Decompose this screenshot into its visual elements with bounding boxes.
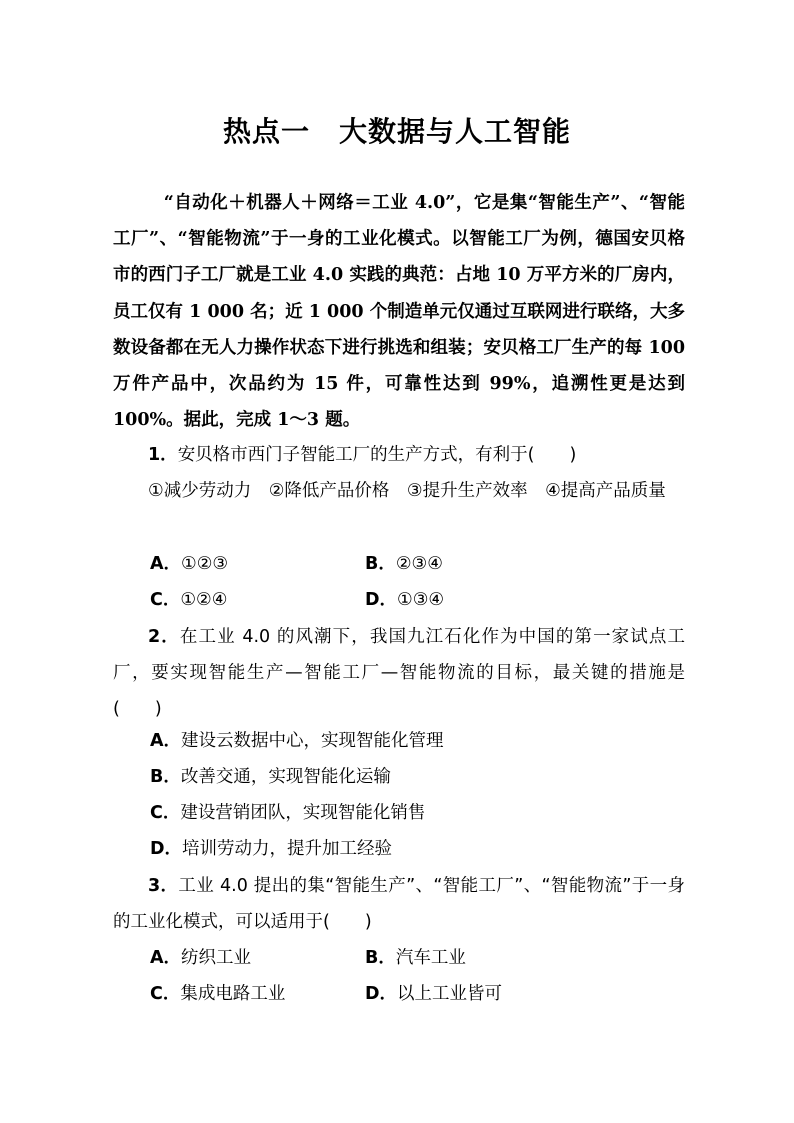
option-c[interactable]: C．①②④ [150, 590, 228, 610]
option-a[interactable]: A．纺织工业 [150, 948, 252, 968]
question-3 [113, 868, 685, 940]
option-b[interactable]: B．②③④ [365, 554, 443, 574]
question-stem: 工业 4.0 提出的集“智能生产”、“智能工厂”、“智能物流”于一身的工业化模式，可以适用于( ) [113, 876, 685, 932]
question-1-items: ①减少劳动力 ②降低产品价格 ③提升生产效率 ④提高产品质量 [148, 481, 666, 501]
option-a[interactable]: A．①②③ [150, 554, 229, 574]
reading-passage: “自动化＋机器人＋网络＝工业 4.0”，它是集“智能生产”、“智能工厂”、“智能物流”于一身的工业化模式。以智能工厂为例，德国安贝格市的西门子工厂就是工业 4.0 实践的典范：占地 10 万平方米的厂房内，员工仅有 1 000 名；近 1 000 个制造单元仅通过互联网进行联络，大多数设备都在无人力操作状态下进行挑选和组装；安贝格工厂生产的每 100 万件产品中，次品约为 15 件，可靠性达到 99%，追溯性更是达到 100%。据此，完成 1～3 题。 [113, 193, 685, 431]
question-number: 2． [148, 627, 180, 647]
option-b[interactable]: B．汽车工业 [365, 948, 466, 968]
question-1 [113, 437, 685, 473]
question-2 [113, 619, 685, 727]
option-c[interactable]: C．集成电路工业 [150, 984, 286, 1004]
option-a[interactable]: A．建设云数据中心，实现智能化管理 [150, 731, 444, 751]
option-d[interactable]: D．①③④ [365, 590, 445, 610]
question-stem: 在工业 4.0 的风潮下，我国九江石化作为中国的第一家试点工厂，要实现智能生产—智能工厂—智能物流的目标，最关键的措施是( ) [113, 627, 685, 719]
question-number: 3． [148, 876, 179, 896]
question-stem: 安贝格市西门子智能工厂的生产方式，有利于( ) [177, 445, 577, 465]
page-title: 热点一 大数据与人工智能 [222, 115, 571, 148]
option-b[interactable]: B．改善交通，实现智能化运输 [150, 767, 391, 787]
option-c[interactable]: C．建设营销团队，实现智能化销售 [150, 803, 426, 823]
question-number: 1． [148, 445, 178, 465]
option-d[interactable]: D．以上工业皆可 [365, 984, 503, 1004]
option-d[interactable]: D．培训劳动力，提升加工经验 [150, 839, 393, 859]
